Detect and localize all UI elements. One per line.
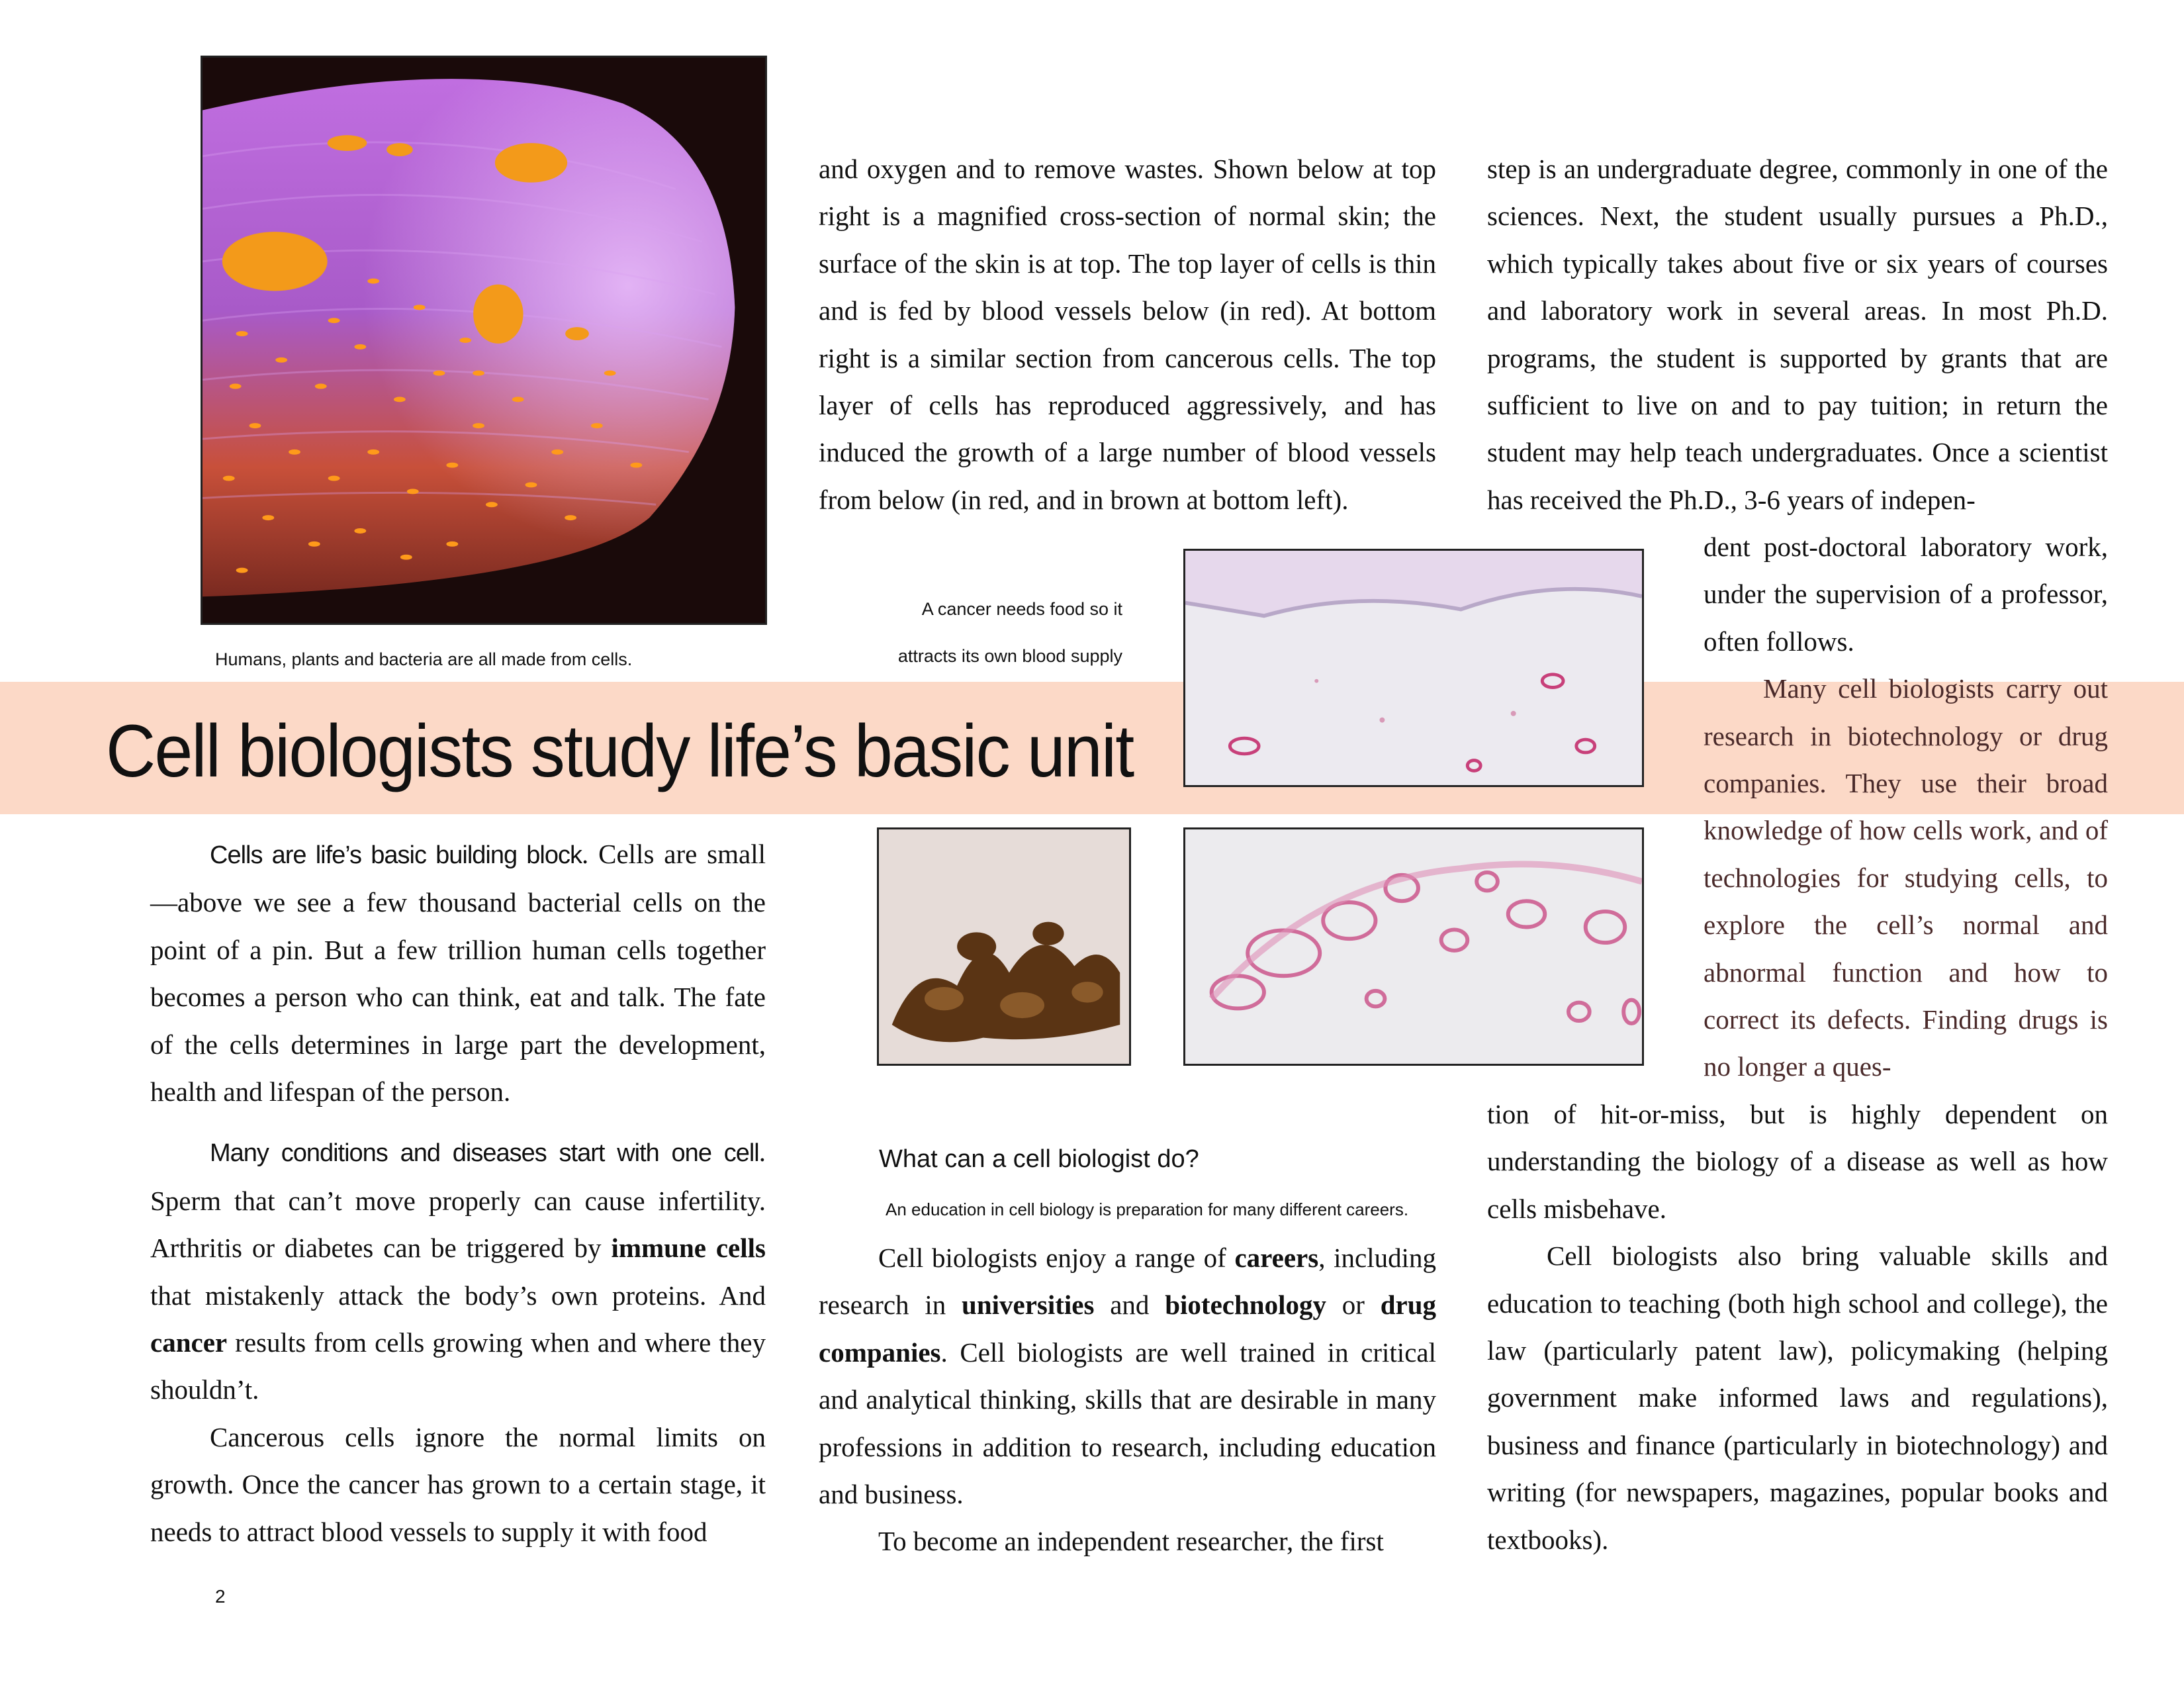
column-2-top xyxy=(819,146,1436,524)
column-1 xyxy=(150,831,766,1556)
col2-bold-universities: universities xyxy=(962,1289,1095,1321)
bacteria-photo-caption: Humans, plants and bacteria are all made from cells. xyxy=(215,649,633,669)
col2-careers-paragraph xyxy=(819,1235,1436,1518)
col2-bold-careers: careers xyxy=(1234,1243,1319,1273)
col2-p1-text-e: or xyxy=(1326,1289,1381,1321)
page-number: 2 xyxy=(215,1586,226,1607)
careers-subhead: What can a cell biologist do? xyxy=(879,1145,1199,1173)
page-headline: Cell biologists study life’s basic unit xyxy=(106,710,1134,792)
col1-p1-lead: Cells are life’s basic building block xyxy=(210,841,582,869)
col3-postdoc-text: dent post-doctoral laboratory work, under the supervision of a professor, often follows. xyxy=(1704,532,2108,657)
normal-skin-micrograph xyxy=(1183,549,1644,787)
cancer-brown-micrograph xyxy=(877,827,1131,1066)
col1-p1-text: . Cells are small—above we see a few thousand bacterial cells on the point of a pin. But a few trillion human cells together becomes a person who can think, eat and talk. The fate of the cells determines in large part the development, health and lifespan of the person. xyxy=(150,839,766,1107)
col3-top-paragraph: step is an undergraduate degree, commonly in one of the sciences. Next, the student usually pursues a Ph.D., which typically takes about five or six years of courses and laboratory work in several areas. In most Ph.D. programs, the student is supported by grants that are sufficient to live on and to pay tuition; in return the student may help teach undergraduates. Once a scientist has received the Ph.D., 3-6 years of indepen- xyxy=(1487,154,2108,515)
col1-p2-text-a: . Sperm that can’t move properly can cause infertility. Arthritis or diabetes can be triggered by xyxy=(150,1137,766,1264)
careers-subcaption: An education in cell biology is preparation for many different careers. xyxy=(886,1199,1409,1219)
col2-p1-text-a: Cell biologists enjoy a range of xyxy=(878,1243,1235,1273)
blood-supply-caption-line-1: A cancer needs food so it xyxy=(921,599,1122,619)
col2-p1-text-c: , including research in xyxy=(819,1243,1437,1321)
col2-bold-biotechnology: biotechnology xyxy=(1165,1289,1326,1321)
col1-p2-text-c: that mistakenly attack the body’s own proteins. And xyxy=(150,1280,766,1311)
column-3-bottom xyxy=(1487,1091,2108,1564)
col1-paragraph-2 xyxy=(150,1129,766,1413)
col1-paragraph-3: Cancerous cells ignore the normal limits on growth. Once the cancer has grown to a certain stage, it needs to attract blood vessels to supply it with food xyxy=(150,1421,766,1547)
col2-bold-drug-companies: drug companies xyxy=(819,1289,1436,1368)
col1-paragraph-1 xyxy=(150,831,766,1115)
column-3-narrow xyxy=(1704,524,2108,1091)
col2-top-paragraph: and oxygen and to remove wastes. Shown below at top right is a magnified cross-section of normal skin; the surface of the skin is at top. The top layer of cells is thin and is fed by blood vessels below (in red). At bottom right is a similar section from cancerous cells. The top layer of cells has reproduced aggressively, and has induced the growth of a large number of blood vessels from below (in red, and in brown at bottom left). xyxy=(819,154,1436,515)
col2-p1-text-f: . Cell biologists are well trained in critical and analytical thinking, skills that are desirable in many professions in addition to research, including education and business. xyxy=(819,1336,1436,1510)
bacteria-on-pin-photo xyxy=(201,56,767,625)
column-3-top xyxy=(1487,146,2108,524)
col1-p2-bold-cancer: cancer xyxy=(150,1327,228,1358)
col3-drugs-continuation: tion of hit-or-miss, but is highly dependent on understanding the biology of a disease as well as how cells misbehave. xyxy=(1487,1099,2108,1224)
col3-biotech-paragraph: Many cell biologists carry out research in biotechnology or drug companies. They use their broad knowledge of how cells work, and of technologies for studying cells, to explore the cell’s normal and abnormal function and how to correct its defects. Finding drugs is no longer a ques- xyxy=(1704,673,2108,1082)
column-2-bottom xyxy=(819,1235,1436,1566)
col2-p1-text-d: and xyxy=(1094,1289,1165,1321)
col1-p2-bold-immune: immune cells xyxy=(611,1233,766,1264)
col3-skills-paragraph: Cell biologists also bring valuable skills and education to teaching (both high school and college), the law (particularly patent law), policymaking (helping government make informed laws and regulations), business and finance (particularly in biotechnology) and writing (for newspapers, magazines, popular books and textbooks). xyxy=(1487,1241,2108,1555)
col1-p2-text-d: results from cells growing when and where they shouldn’t. xyxy=(150,1327,766,1405)
col2-researcher-paragraph: To become an independent researcher, the first xyxy=(878,1526,1384,1557)
blood-supply-caption-line-2: attracts its own blood supply xyxy=(897,646,1122,666)
col1-p2-lead: Many conditions and diseases start with one cell xyxy=(210,1139,759,1168)
cancer-pink-micrograph xyxy=(1183,827,1644,1066)
